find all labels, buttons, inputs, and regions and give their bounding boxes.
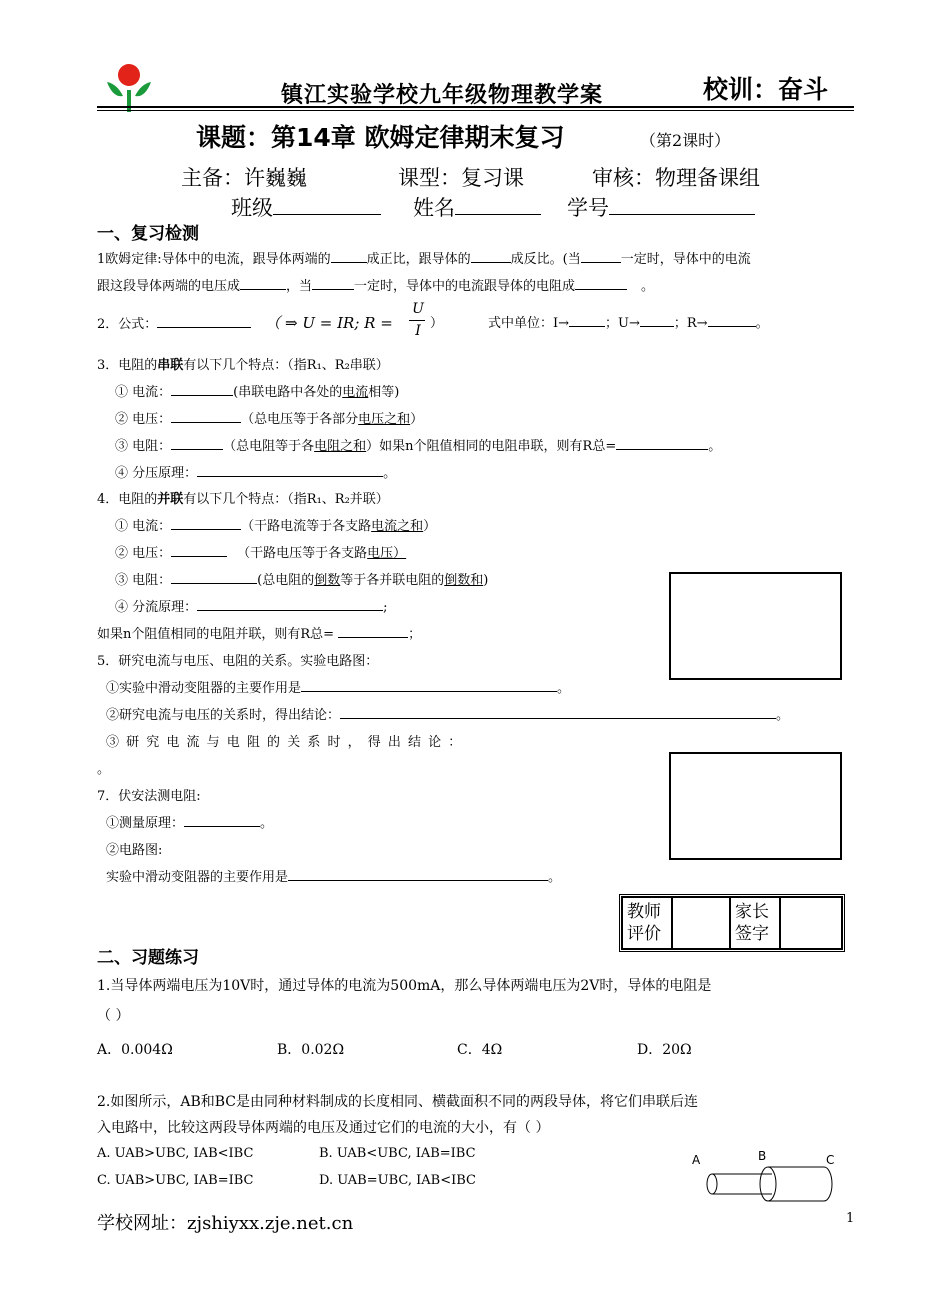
parent-sign-cell[interactable] (780, 897, 842, 949)
class-blank[interactable] (273, 194, 381, 215)
author: 主备：许巍巍 (181, 166, 307, 190)
fraction-numerator: U (412, 301, 424, 317)
p1-option-d[interactable]: D．20Ω (637, 1042, 692, 1058)
blank[interactable] (581, 248, 621, 263)
header-rule (97, 106, 854, 108)
p2-line2: 入电路中，比较这两段导体两端的电压及通过它们的电流的大小，有（ ） (97, 1120, 550, 1136)
class-field (231, 192, 381, 222)
label-a: A (692, 1153, 701, 1167)
section-heading-exercises: 二、习题练习 (97, 948, 199, 968)
q3-current: ① 电流： (串联电路中各处的电流相等) (115, 381, 399, 400)
blank[interactable] (197, 596, 383, 611)
q3-voltage: ② 电压： （总电压等于各部分电压之和） (115, 408, 423, 427)
q4-voltage: ② 电压： （干路电压等于各支路电压） (115, 542, 406, 561)
end-c (824, 1167, 832, 1201)
blank[interactable] (171, 542, 227, 557)
p2-option-b[interactable]: B. UAB<UBC, IAB=IBC (319, 1146, 476, 1161)
blank[interactable] (157, 313, 251, 328)
blank[interactable] (616, 435, 708, 450)
end-a (707, 1174, 717, 1194)
blank[interactable] (288, 866, 548, 881)
p2-option-a[interactable]: A. UAB>UBC, IAB<IBC (97, 1146, 254, 1161)
circuit-diagram-box-1[interactable] (669, 572, 842, 680)
label-c: C (826, 1153, 835, 1167)
blank[interactable] (338, 623, 408, 638)
lesson-number: （第2课时） (640, 131, 731, 150)
q2-formula: 2．公式： （ ⇒ U = IR; R = (97, 314, 393, 332)
blank[interactable] (184, 812, 260, 827)
p2-line1: 2.如图所示，AB和BC是由同种材料制成的长度相同、横截面积不同的两段导体，将它们串联后连 (97, 1094, 699, 1110)
blank[interactable] (197, 462, 383, 477)
blank[interactable] (340, 704, 776, 719)
blank[interactable] (471, 248, 511, 263)
student-id-label: 学号 (567, 196, 609, 220)
reviewer: 审核：物理备课组 (592, 166, 760, 190)
q1-line2: 跟这段导体两端的电压成 ，当 一定时，导体中的电流跟导体的电阻成 。 (97, 275, 654, 294)
q5-rheostat-role: ①实验中滑动变阻器的主要作用是 。 (106, 677, 570, 696)
teacher-eval-label: 教师 评价 (622, 897, 672, 949)
student-id-blank[interactable] (609, 194, 755, 215)
blank[interactable] (171, 515, 241, 530)
p1-option-c[interactable]: C．4Ω (457, 1042, 503, 1058)
p1-answer-bracket[interactable]: （ ） (97, 1008, 130, 1024)
blank[interactable] (331, 248, 367, 263)
blank[interactable] (171, 408, 241, 423)
parent-sign-label: 家长 签字 (730, 897, 780, 949)
q3-voltage-division: ④ 分压原理： 。 (115, 462, 396, 481)
q4-current-division: ④ 分流原理： ; (115, 596, 388, 615)
blank[interactable] (640, 312, 674, 327)
p2-option-d[interactable]: D. UAB=UBC, IAB<IBC (319, 1173, 476, 1188)
q1-line1: 1欧姆定律:导体中的电流，跟导体两端的 成正比，跟导体的 成反比。(当 一定时，导体中的电流 (97, 248, 751, 267)
junction-b (760, 1167, 776, 1201)
name-label: 姓名 (413, 196, 455, 220)
blank[interactable] (301, 677, 557, 692)
q7-principle: ①测量原理： 。 (106, 812, 273, 831)
page-number: 1 (846, 1211, 855, 1226)
q5-title: 5．研究电流与电压、电阻的关系。实验电路图： (97, 654, 379, 669)
conductor-figure (688, 1146, 838, 1208)
p2-option-c[interactable]: C. UAB>UBC, IAB=IBC (97, 1173, 254, 1188)
q3-resistance: ③ 电阻： （总电阻等于各电阻之和）如果n个阻值相同的电阻串联，则有R总= 。 (115, 435, 721, 454)
student-id-field (567, 192, 755, 222)
q2-close-paren: ） (430, 316, 444, 331)
fraction-bar (409, 320, 425, 321)
q3-title: 3．电阻的串联有以下几个特点：（指R₁、R₂串联） (97, 358, 389, 373)
q4-resistance: ③ 电阻： (总电阻的倒数等于各并联电阻的倒数和) (115, 569, 488, 588)
p1-option-b[interactable]: B．0.02Ω (277, 1042, 345, 1058)
blank[interactable] (171, 569, 257, 584)
name-blank[interactable] (455, 194, 541, 215)
circuit-diagram-box-2[interactable] (669, 752, 842, 860)
blank[interactable] (312, 275, 354, 290)
blank[interactable] (240, 275, 286, 290)
school-motto: 校训：奋斗 (703, 75, 829, 104)
name-field (413, 192, 541, 222)
header-rule-thin (97, 110, 854, 111)
lesson-type: 课型：复习课 (398, 166, 524, 190)
blank[interactable] (569, 312, 605, 327)
school-website[interactable]: 学校网址：zjshiyxx.zje.net.cn (97, 1213, 354, 1234)
p1-option-a[interactable]: A．0.004Ω (97, 1042, 173, 1058)
q2-units: 式中单位：I→ ；U→ ；R→ 。 (488, 312, 769, 331)
blank[interactable] (575, 275, 627, 290)
q7-title: 7．伏安法测电阻: (97, 789, 201, 804)
blank[interactable] (171, 381, 233, 396)
section-heading-review: 一、复习检测 (97, 224, 199, 244)
q5-end: 。 (97, 762, 111, 777)
q5-voltage-conclusion: ②研究电流与电压的关系时，得出结论： 。 (106, 704, 789, 723)
teacher-eval-cell[interactable] (672, 897, 730, 949)
school-title: 镇江实验学校九年级物理教学案 (281, 83, 604, 108)
q4-n-parallel: 如果n个阻值相同的电阻并联，则有R总= ； (97, 623, 421, 642)
blank[interactable] (708, 312, 756, 327)
blank[interactable] (171, 435, 223, 450)
q7-rheostat-role: 实验中滑动变阻器的主要作用是 。 (106, 866, 561, 885)
q5-resistance-conclusion: ③ 研 究 电 流 与 电 阻 的 关 系 时 ， 得 出 结 论 ： (106, 735, 462, 750)
fraction-denominator: I (415, 323, 421, 339)
evaluation-table (619, 894, 845, 952)
label-b: B (758, 1149, 767, 1163)
p1-line1: 1.当导体两端电压为10V时，通过导体的电流为500mA，那么导体两端电压为2V时，导体的电阻是 (97, 978, 712, 994)
class-label: 班级 (231, 196, 273, 220)
q4-current: ① 电流： （干路电流等于各支路电流之和） (115, 515, 436, 534)
q4-title: 4．电阻的并联有以下几个特点：（指R₁、R₂并联） (97, 492, 389, 507)
page-title: 课题：第14章 欧姆定律期末复习 (196, 123, 565, 152)
q7-circuit: ②电路图: (106, 843, 163, 858)
